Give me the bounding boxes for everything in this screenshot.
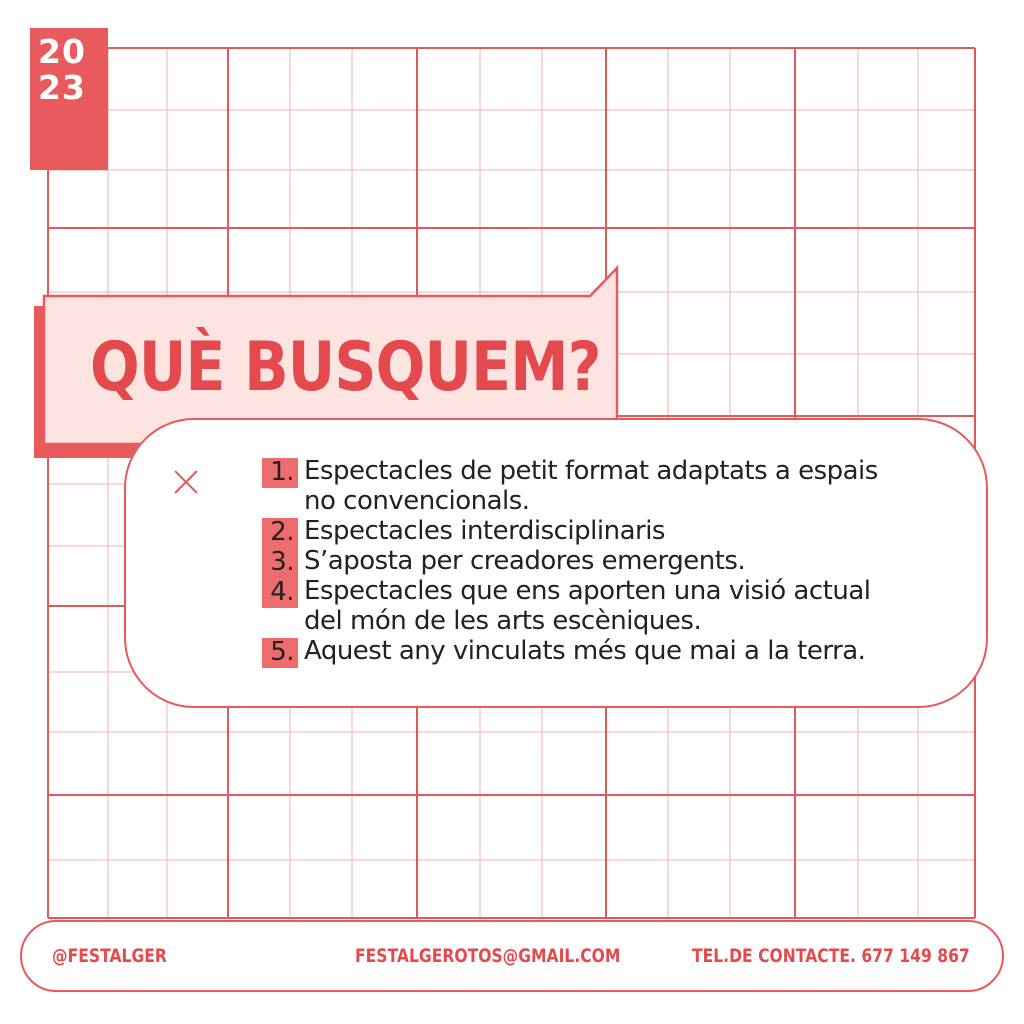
year-text: 20 23 [38, 32, 86, 107]
item-number: 2. [262, 518, 298, 548]
list-item [262, 576, 942, 636]
list-item [262, 516, 942, 546]
item-number: 5. [262, 638, 298, 668]
list-item [262, 546, 942, 576]
item-text: S’aposta per creadores emergents. [304, 546, 746, 576]
social-handle-link[interactable]: @FESTALGER [52, 945, 167, 967]
list-item [262, 456, 942, 516]
item-number: 4. [262, 578, 298, 608]
item-text: Espectacles de petit format adaptats a espais no convencionals. [304, 456, 878, 516]
criteria-list [262, 456, 942, 666]
item-text: Espectacles interdisciplinaris [304, 516, 665, 546]
item-number: 3. [262, 548, 298, 578]
email-link[interactable]: FESTALGEROTOS@GMAIL.COM [355, 945, 621, 967]
page-title: QUÈ BUSQUEM? [90, 328, 601, 407]
item-text: Espectacles que ens aporten una visió actual del món de les arts escèniques. [304, 576, 871, 636]
phone-contact[interactable]: TEL.DE CONTACTE. 677 149 867 [692, 945, 970, 967]
close-icon[interactable] [172, 468, 200, 496]
item-text: Aquest any vinculats més que mai a la terra. [304, 636, 866, 666]
item-number: 1. [262, 458, 298, 488]
list-item [262, 636, 942, 666]
